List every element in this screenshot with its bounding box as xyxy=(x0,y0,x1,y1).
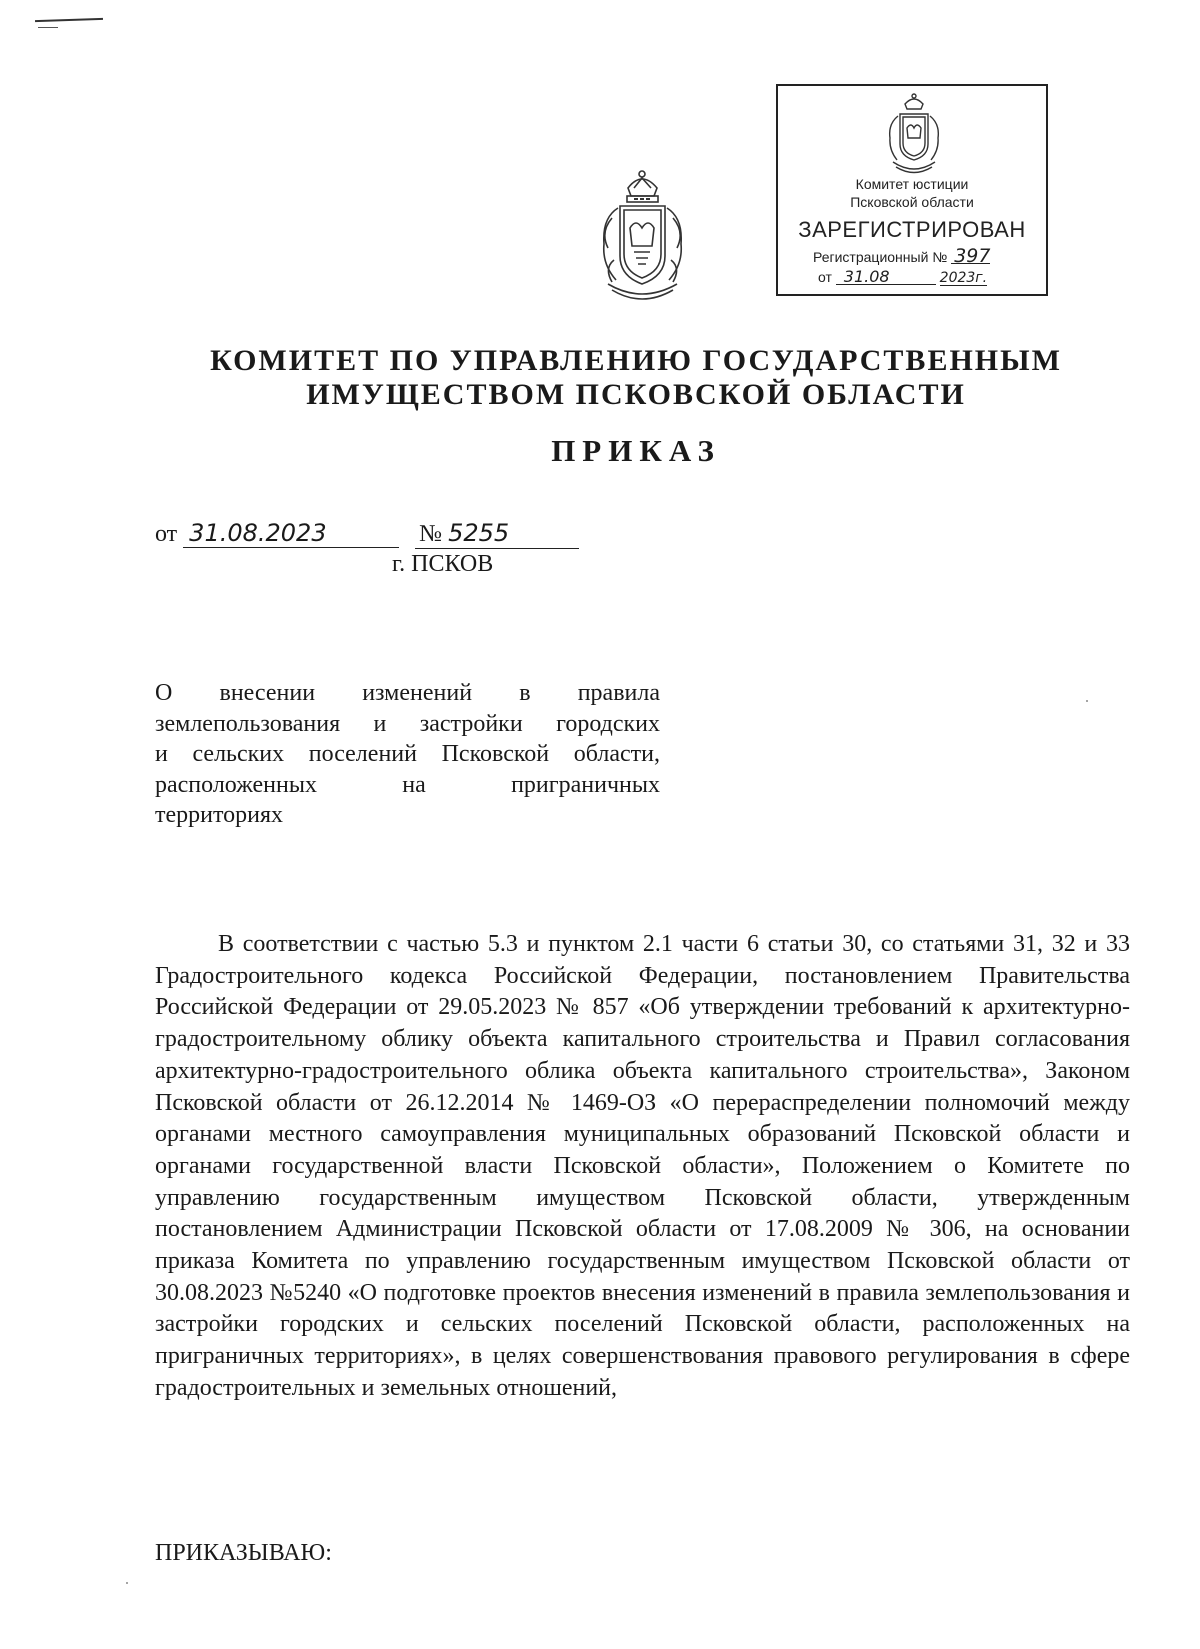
subject-line-2: землепользования и застройки городских xyxy=(155,710,660,737)
order-number: 5255 xyxy=(448,519,510,547)
stamp-date-value: 31.08 xyxy=(836,270,936,285)
preamble-paragraph: В соответствии с частью 5.3 и пунктом 2.1 части 6 статьи 30, со статьями 31, 32 и 33 Градостроительного кодекса Российской Федерации, постановлением Правительства Российской Федерации от 29.05.2023 № 857 «Об утверждении требований к архитектурно-градостроительному облику объекта капитального строительства и Правил согласования архитектурно-градостроительного облика объекта капитального строительства», Законом Псковской области от 26.12.2014 № 1469-ОЗ «О перераспределении полномочий между органами местного самоуправления муниципальных образований Псковской области и органами государственной власти Псковской области», Положением о Комитете по управлению государственным имуществом Псковской области, утвержденным постановлением Администрации Псковской области от 17.08.2009 № 306, на основании приказа Комитета по управлению государственным имуществом Псковской области от 30.08.2023 №5240 «О подготовке проектов внесения изменений в правила землепользования и застройки городских и сельских поселений Псковской области, расположенных на приграничных территориях», в целях совершенствования правового регулирования в сфере градостроительных и земельных отношений, xyxy=(155,931,1130,1401)
stamp-date-row xyxy=(818,269,987,286)
scan-speck xyxy=(1086,700,1088,702)
stamp-reg-number: 397 xyxy=(951,249,990,264)
order-date-prefix: от xyxy=(155,521,178,547)
scan-speck xyxy=(126,1582,128,1584)
stamp-org-line2: Псковской области xyxy=(850,194,974,210)
order-number-field xyxy=(415,519,579,549)
stamp-reg-label: Регистрационный № xyxy=(813,249,948,265)
organization-title-line2: ИМУЩЕСТВОМ ПСКОВСКОЙ ОБЛАСТИ xyxy=(306,378,966,411)
stamp-date-prefix: от xyxy=(818,269,832,285)
stamp-reg-number-row xyxy=(813,245,991,267)
stamp-coat-of-arms-icon xyxy=(881,92,947,176)
organization-title-line1: КОМИТЕТ ПО УПРАВЛЕНИЮ ГОСУДАРСТВЕННЫМ xyxy=(210,344,1062,377)
registration-stamp xyxy=(776,84,1048,296)
stamp-org-line1: Комитет юстиции xyxy=(855,176,969,192)
order-date-number-line xyxy=(155,519,579,549)
order-date: 31.08.2023 xyxy=(183,519,399,548)
organization-title xyxy=(0,344,1200,412)
subject-line-3: и сельских поселений Псковской области, xyxy=(155,741,660,767)
subject-line-4: расположенных на приграничных xyxy=(155,771,660,798)
subject-line-5: территориях xyxy=(155,802,284,828)
corner-pen-mark xyxy=(35,18,103,22)
stamp-date-year: 2023г. xyxy=(939,270,988,286)
document-type-title: ПРИКАЗ xyxy=(551,433,721,468)
order-directive: ПРИКАЗЫВАЮ: xyxy=(155,1540,332,1566)
subject-line-1: О внесении изменений в правила xyxy=(155,680,660,706)
stamp-status: ЗАРЕГИСТРИРОВАН xyxy=(798,217,1026,242)
corner-pen-mark-small xyxy=(38,27,58,28)
order-city: г. ПСКОВ xyxy=(392,551,494,577)
order-number-prefix: № xyxy=(419,521,443,547)
coat-of-arms-emblem xyxy=(590,168,695,310)
order-subject xyxy=(155,678,660,831)
